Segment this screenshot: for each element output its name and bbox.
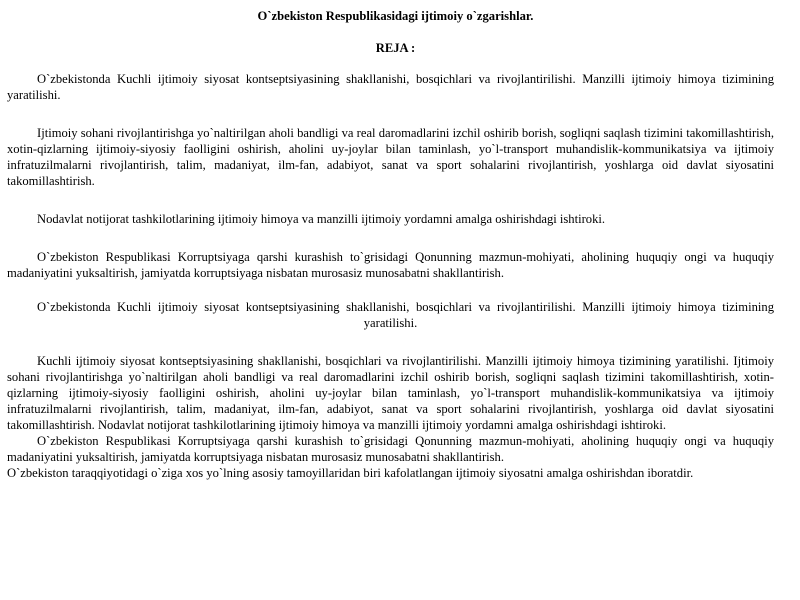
closing-line: O`zbekiston taraqqiyotidagi o`ziga xos yo`lning asosiy tamoyillaridan biri kafolatlangan ijtimoiy siyosatni amalga oshirishdan iboratdir. bbox=[7, 466, 694, 480]
body-paragraph-2: O`zbekiston Respublikasi Korruptsiyaga qarshi kurashish to`grisidagi Qonunning mazmun-mohiyati, aholining huquqiy ongi va huquqiy madaniyatini yuksaltirish, jamiyatda korruptsiyaga nisbatan murosasiz munosabatni shakllantirish. bbox=[7, 434, 774, 464]
document-title: O`zbekiston Respublikasidagi ijtimoiy o`zgarishlar. bbox=[257, 9, 534, 23]
plan-item-3: Nodavlat notijorat tashkilotlarining ijtimoiy himoya va manzilli ijtimoiy yordamni amalga oshirishdagi ishtiroki. bbox=[37, 212, 606, 226]
section-heading: O`zbekistonda Kuchli ijtimoiy siyosat kontseptsiyasining shakllanishi, bosqichlari va rivojlantirilishi. Manzilli ijtimoiy himoya tizimining yaratilishi. bbox=[37, 300, 774, 330]
body-paragraph-1: Kuchli ijtimoiy siyosat kontseptsiyasining shakllanishi, bosqichlari va rivojlantirilishi. Manzilli ijtimoiy himoya tizimining yaratilishi. Ijtimoiy sohani rivojlantirishga yo`naltirilgan aholi bandligi va real daromadlarini izchil oshirib borish, sogliqni saqlash tizimini takomillashtirish, xotin-qizlarning ijtimoiy-siyosiy faolligini oshirish, aholini uy-joylar bilan taminlash, yo`l-transport muhandislik-kommunikatsiya va ijtimoiy infratuzilmalarni rivojlantirish, talim, madaniyat, ilm-fan, adabiyot, sanat va sport sohalarini rivojlantirish, yoshlarga oid davlat siyosatini takomillashtirish. Nodavlat notijorat tashkilotlarining ijtimoiy himoya va manzilli ijtimoiy yordamni amalga oshirishdagi ishtiroki. bbox=[7, 354, 774, 432]
plan-heading: REJA : bbox=[375, 41, 416, 55]
plan-item-4: O`zbekiston Respublikasi Korruptsiyaga qarshi kurashish to`grisidagi Qonunning mazmun-mohiyati, aholining huquqiy ongi va huquqiy madaniyatini yuksaltirish, jamiyatda korruptsiyaga nisbatan murosasiz munosabatni shakllantirish. bbox=[7, 250, 774, 280]
plan-item-1: O`zbekistonda Kuchli ijtimoiy siyosat kontseptsiyasining shakllanishi, bosqichlari va rivojlantirilishi. Manzilli ijtimoiy himoya tizimining yaratilishi. bbox=[7, 72, 774, 102]
plan-item-2: Ijtimoiy sohani rivojlantirishga yo`naltirilgan aholi bandligi va real daromadlarini izchil oshirib borish, sogliqni saqlash tizimini takomillashtirish, xotin-qizlarning ijtimoiy-siyosiy faolligini oshirish, aholini uy-joylar bilan taminlash, yo`l-transport muhandislik-kommunikatsiya va ijtimoiy infratuzilmalarni rivojlantirish, talim, madaniyat, ilm-fan, adabiyot, sanat va sport sohalarini rivojlantirish, yoshlarga oid davlat siyosatini takomillashtirish. bbox=[7, 126, 774, 188]
